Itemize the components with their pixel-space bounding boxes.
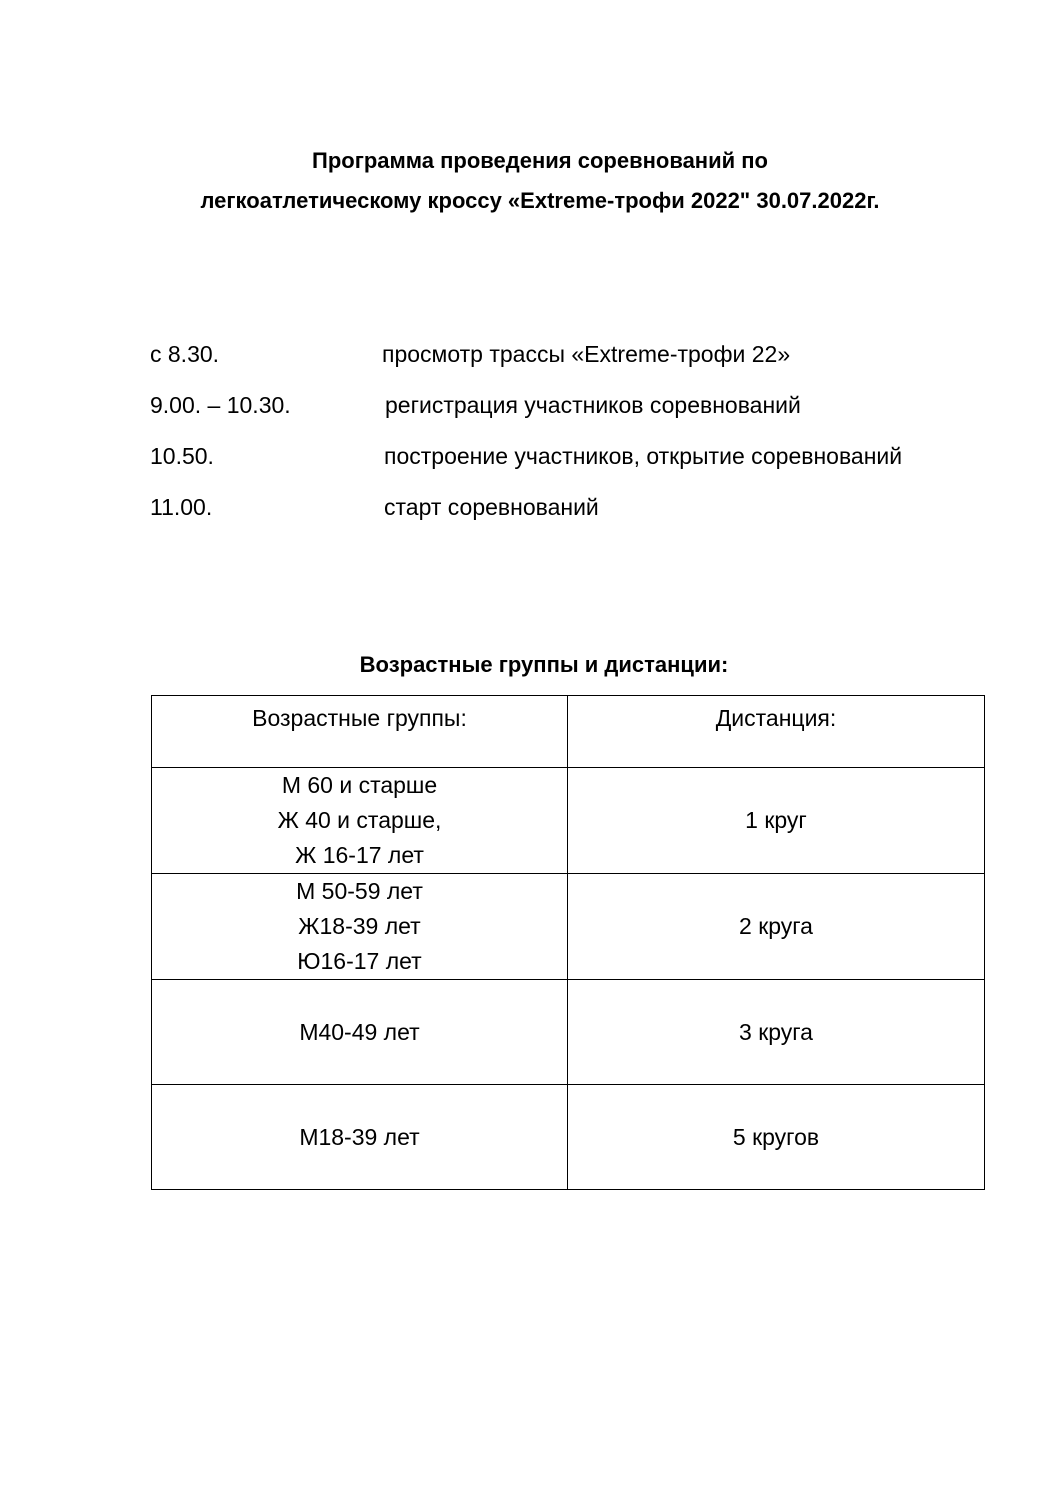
age-group: Ж 16-17 лет xyxy=(295,842,424,868)
schedule-row xyxy=(0,491,1058,523)
schedule-time: 10.50. xyxy=(150,443,214,469)
distance-cell: 1 круг xyxy=(568,768,985,874)
age-group: М 50-59 лет xyxy=(296,878,423,904)
age-groups-cell xyxy=(152,1085,568,1190)
age-groups-section-title: Возрастные группы и дистанции: xyxy=(359,652,729,677)
age-groups-cell xyxy=(152,768,568,874)
document-title-line-1: Программа проведения соревнований по xyxy=(312,148,768,173)
age-group: М 60 и старше xyxy=(281,772,438,798)
schedule-event: старт соревнований xyxy=(384,494,599,520)
age-group: Ж18-39 лет xyxy=(298,913,421,939)
distance-cell: 3 круга xyxy=(568,980,985,1085)
schedule-row xyxy=(0,389,1058,421)
age-group: М18-39 лет xyxy=(299,1123,420,1150)
table-header-cell xyxy=(568,696,985,768)
table-row xyxy=(152,874,985,980)
table-row xyxy=(152,980,985,1085)
schedule-row xyxy=(0,440,1058,472)
schedule-time: 11.00. xyxy=(150,494,213,520)
table-header-row xyxy=(152,696,985,768)
distance-cell: 5 кругов xyxy=(568,1085,985,1190)
table-row xyxy=(152,1085,985,1190)
schedule-row xyxy=(0,338,1058,370)
schedule-time: с 8.30. xyxy=(150,341,220,367)
document-title-line-2: легкоатлетическому кроссу «Extreme-трофи 2022" 30.07.2022г. xyxy=(200,188,880,213)
table-header-cell xyxy=(152,696,568,768)
header-age-groups: Возрастные группы: xyxy=(252,705,467,731)
schedule-event: построение участников, открытие соревнований xyxy=(384,443,903,469)
schedule-time: 9.00. – 10.30. xyxy=(150,392,291,418)
schedule-event: регистрация участников соревнований xyxy=(385,392,801,418)
age-groups-cell xyxy=(152,980,568,1085)
header-distance: Дистанция: xyxy=(715,705,837,731)
age-groups-table xyxy=(151,695,985,1190)
age-group: Ж 40 и старше, xyxy=(277,807,442,833)
age-group: М40-49 лет xyxy=(299,1018,420,1045)
schedule-event: просмотр трассы «Extreme-трофи 22» xyxy=(382,341,791,367)
age-groups-cell xyxy=(152,874,568,980)
table-row xyxy=(152,768,985,874)
distance-cell: 2 круга xyxy=(568,874,985,980)
age-group: Ю16-17 лет xyxy=(297,948,422,974)
